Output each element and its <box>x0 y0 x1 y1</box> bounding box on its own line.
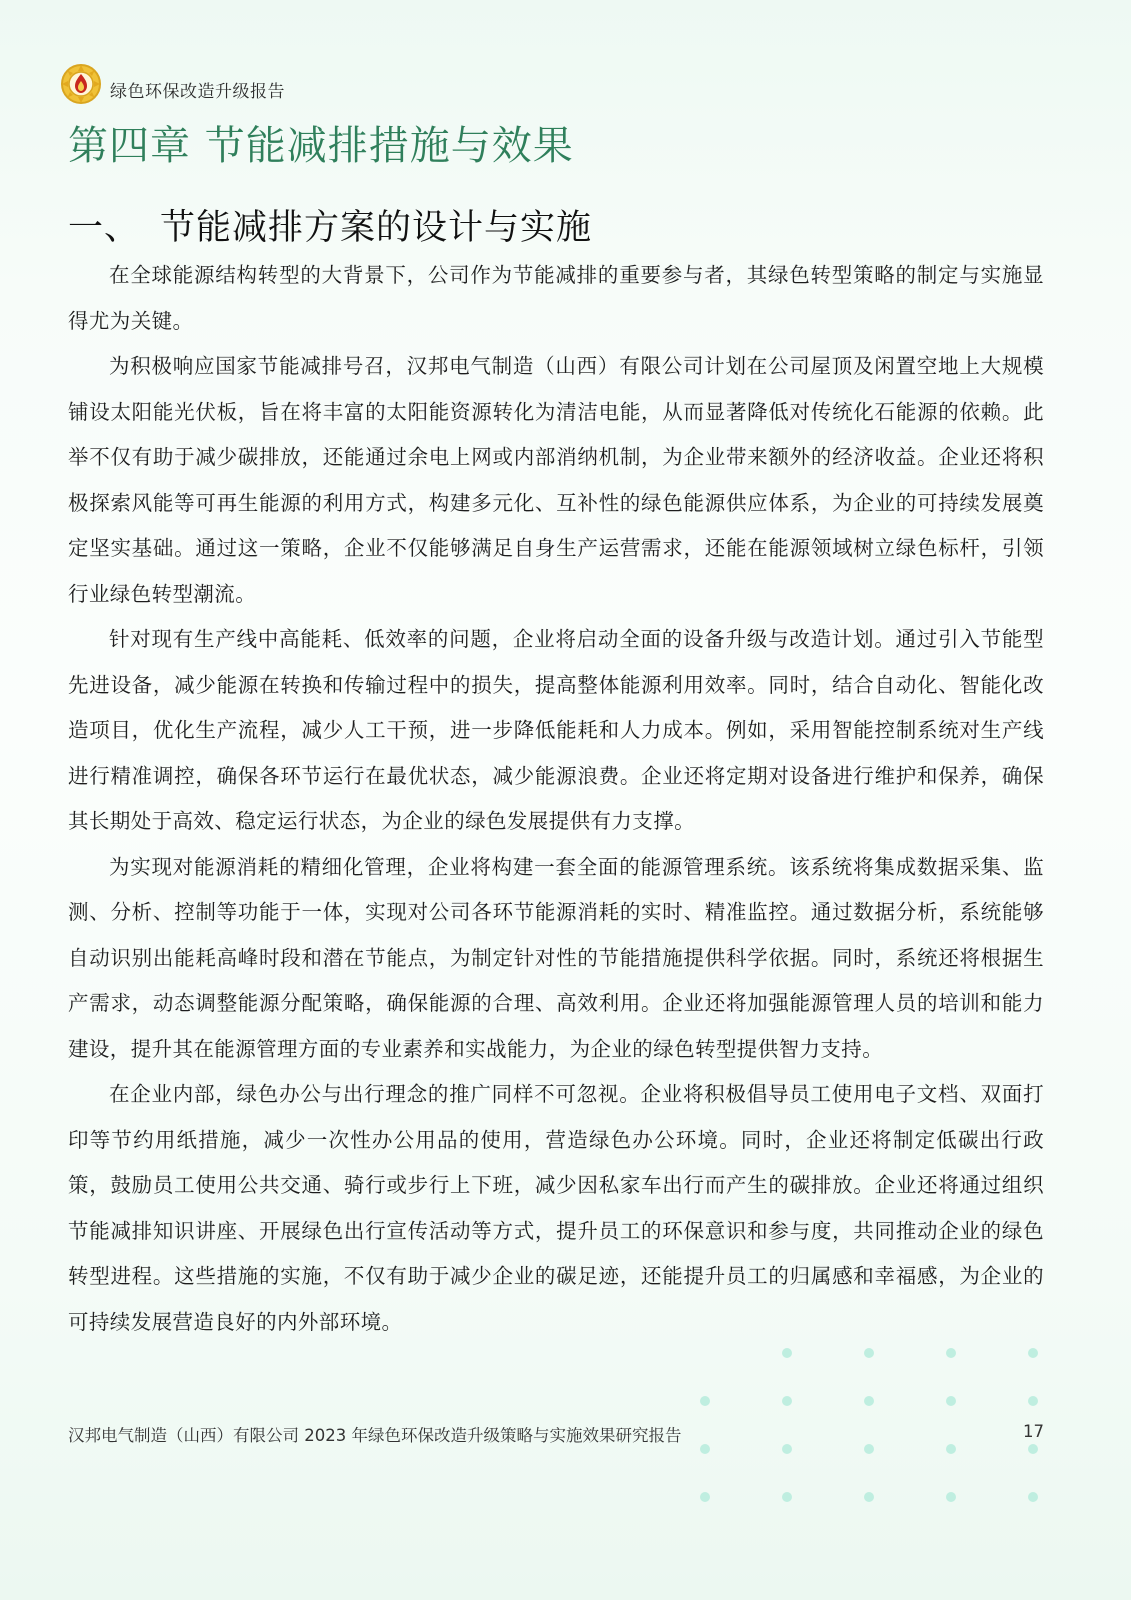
paragraph: 在企业内部，绿色办公与出行理念的推广同样不可忽视。企业将积极倡导员工使用电子文档、双面打印等节约用纸措施，减少一次性办公用品的使用，营造绿色办公环境。同时，企业还将制定低碳出行政策，鼓励员工使用公共交通、骑行或步行上下班，减少因私家车出行而产生的碳排放。企业还将通过组织节能减排知识讲座、开展绿色出行宣传活动等方式，提升员工的环保意识和参与度，共同推动企业的绿色转型进程。这些措施的实施，不仅有助于减少企业的碳足迹，还能提升员工的归属感和幸福感，为企业的可持续发展营造良好的内外部环境。 <box>68 1082 1044 1334</box>
section-number: 一、 <box>68 208 141 248</box>
paragraph: 在全球能源结构转型的大背景下，公司作为节能减排的重要参与者，其绿色转型策略的制定与实施显得尤为关键。 <box>68 263 1044 333</box>
section-title: 节能减排方案的设计与实施 <box>160 208 593 248</box>
paragraph: 为积极响应国家节能减排号召，汉邦电气制造（山西）有限公司计划在公司屋顶及闲置空地上大规模铺设太阳能光伏板，旨在将丰富的太阳能资源转化为清洁电能，从而显著降低对传统化石能源的依赖。此举不仅有助于减少碳排放，还能通过余电上网或内部消纳机制，为企业带来额外的经济收益。企业还将积极探索风能等可再生能源的利用方式，构建多元化、互补性的绿色能源供应体系，为企业的可持续发展奠定坚实基础。通过这一策略，企业不仅能够满足自身生产运营需求，还能在能源领域树立绿色标杆，引领行业绿色转型潮流。 <box>68 354 1044 606</box>
footer-report-name: 汉邦电气制造（山西）有限公司 2023 年绿色环保改造升级策略与实施效果研究报告 <box>68 1426 682 1445</box>
page-number: 17 <box>1023 1422 1044 1441</box>
company-emblem-icon <box>60 63 102 105</box>
paragraph: 针对现有生产线中高能耗、低效率的问题，企业将启动全面的设备升级与改造计划。通过引入节能型先进设备，减少能源在转换和传输过程中的损失，提高整体能源利用效率。同时，结合自动化、智能化改造项目，优化生产流程，减少人工干预，进一步降低能耗和人力成本。例如，采用智能控制系统对生产线进行精准调控，确保各环节运行在最优状态，减少能源浪费。企业还将定期对设备进行维护和保养，确保其长期处于高效、稳定运行状态，为企业的绿色发展提供有力支撑。 <box>68 627 1044 833</box>
header-report-title: 绿色环保改造升级报告 <box>110 81 285 102</box>
paragraph: 为实现对能源消耗的精细化管理，企业将构建一套全面的能源管理系统。该系统将集成数据采集、监测、分析、控制等功能于一体，实现对公司各环节能源消耗的实时、精准监控。通过数据分析，系统能够自动识别出能耗高峰时段和潜在节能点，为制定针对性的节能措施提供科学依据。同时，系统还将根据生产需求，动态调整能源分配策略，确保能源的合理、高效利用。企业还将加强能源管理人员的培训和能力建设，提升其在能源管理方面的专业素养和实战能力，为企业的绿色转型提供智力支持。 <box>68 854 1044 1061</box>
section-heading <box>68 203 592 253</box>
page-header <box>60 62 285 106</box>
page-footer <box>68 1422 1044 1446</box>
body-text <box>68 253 1044 1345</box>
chapter-title: 第四章 节能减排措施与效果 <box>68 123 574 169</box>
